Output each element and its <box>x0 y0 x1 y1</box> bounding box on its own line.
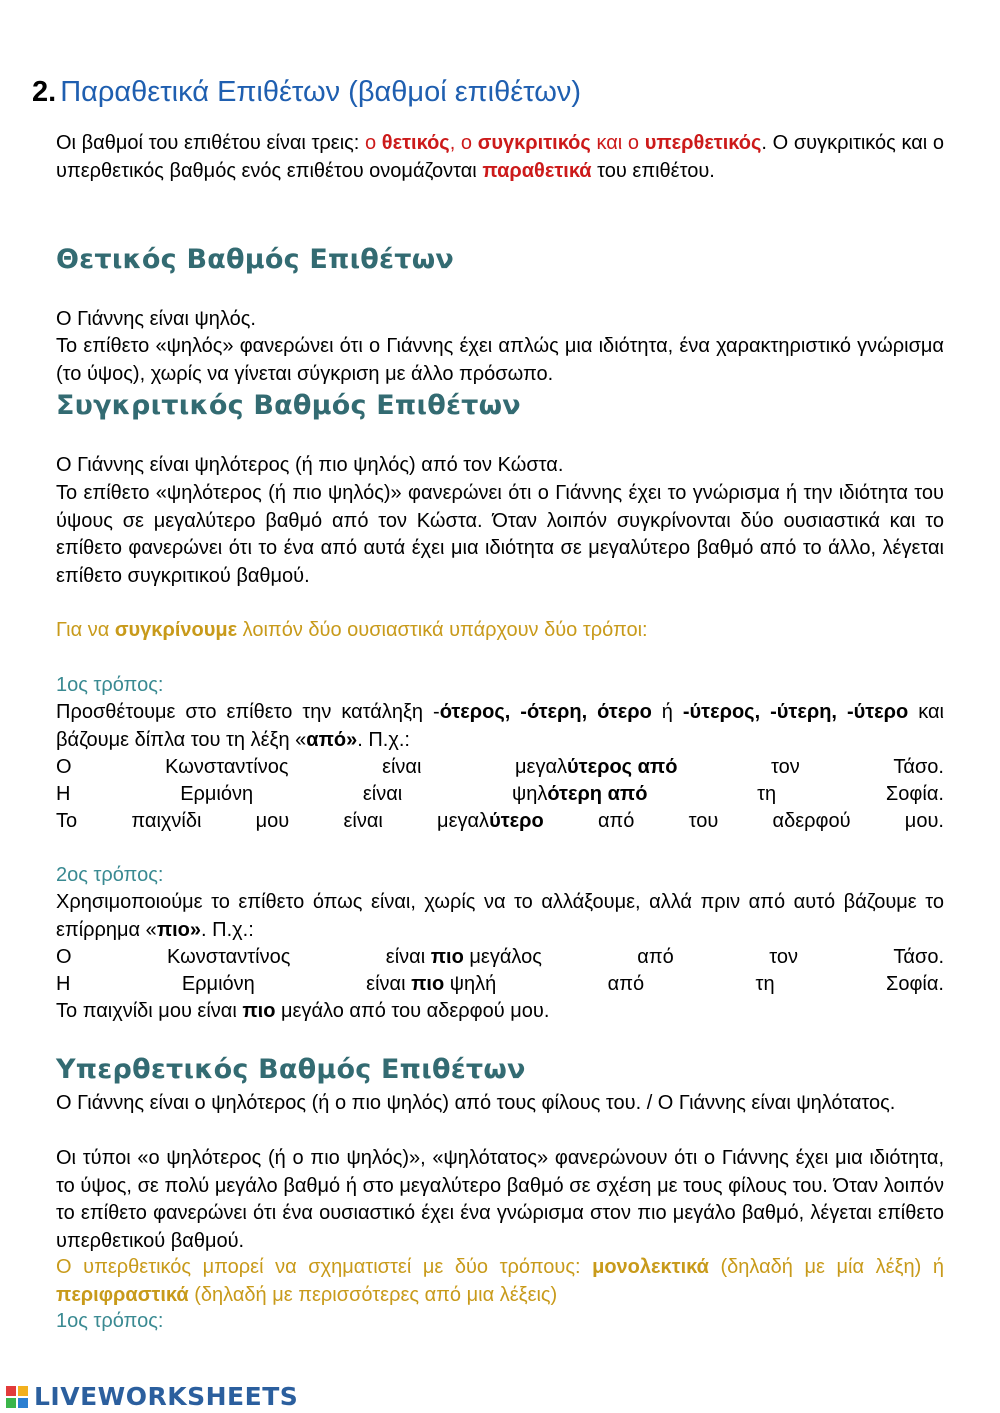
way2-label: 2ος τρόπος: <box>56 864 164 886</box>
term-superlative: υπερθετικός <box>644 132 762 154</box>
way1-label: 1ος τρόπος: <box>56 674 164 696</box>
term-comparative: συγκριτικός <box>477 132 591 154</box>
heading-comparative: Συγκριτικός Βαθμός Επιθέτων <box>56 390 521 421</box>
superlative-explanation: Οι τύποι «ο ψηλότερος (ή ο πιο ψηλός)», «ψηλότατος» φανερώνουν ότι ο Γιάννης έχει μια ιδιότητα, το ύψος, σε πολύ μεγάλο βαθμό ή στο μεγαλύτερο βαθμό σε σχέση με τους φίλους του. Όταν λοιπόν το επίθετο φανερώνει ότι ένα ουσιαστικό έχει ένα γνώρισμα στον πιο μεγάλο βαθμό, λέγεται επίθετο υπερθετικού βαθμού. <box>56 1147 944 1252</box>
liveworksheets-logo-icon <box>6 1386 28 1408</box>
superlative-example: Ο Γιάννης είναι ο ψηλότερος (ή ο πιο ψηλός) από τους φίλους του. / Ο Γιάννης είναι ψηλότατος. <box>56 1092 896 1114</box>
heading-superlative: Υπερθετικός Βαθμός Επιθέτων <box>56 1054 526 1085</box>
example-line-5: Η Ερμιόνη είναι πιο ψηλή από τη Σοφία. <box>56 973 944 995</box>
example-line-3: Το παιχνίδι μου είναι μεγαλύτερο από του αδερφού μου. <box>56 810 944 832</box>
term-paratheтika: παραθετικά <box>482 159 592 182</box>
example-line-1: Ο Κωνσταντίνος είναι μεγαλύτερος από τον Τάσο. <box>56 756 944 778</box>
superlative-forms: Ο υπερθετικός μπορεί να σχηματιστεί με δύο τρόπους: μονολεκτικά (δηλαδή με μία λέξη) ή περιφραστικά (δηλαδή με περισσότερες από μια λέξεις) <box>56 1256 944 1306</box>
positive-explanation: Το επίθετο «ψηλός» φανερώνει ότι ο Γιάννης έχει απλώς μια ιδιότητα, ένα χαρακτηριστικό γνώρισμα (το ύψος), χωρίς να γίνεται σύγκριση με άλλο πρόσωπο. <box>56 335 944 385</box>
intro-paragraph: Οι βαθμοί του επιθέτου είναι τρεις: ο θετικός, ο συγκριτικός και ο υπερθετικός. Ο συγκριτικός και ο υπερθετικός βαθμός ενός επιθέτου ονομάζονται παραθετικά του επιθέτου. <box>56 132 945 182</box>
title-number: 2. <box>32 76 57 108</box>
way1-description: Προσθέτουμε στο επίθετο την κατάληξη -ότερος, -ότερη, ότερο ή -ύτερος, -ύτερη, -ύτερο και βάζουμε δίπλα του τη λέξη «από». Π.χ.: <box>56 701 944 751</box>
example-line-6: Το παιχνίδι μου είναι πιο μεγάλο από του αδερφού μου. <box>56 1000 550 1022</box>
comparison-ways-intro: Για να συγκρίνουμε λοιπόν δύο ουσιαστικά υπάρχουν δύο τρόποι: <box>56 619 648 641</box>
example-line-2: Η Ερμιόνη είναι ψηλότερη από τη Σοφία. <box>56 783 944 805</box>
way2-description: Χρησιμοποιούμε το επίθετο όπως είναι, χωρίς να το αλλάξουμε, αλλά πριν από αυτό βάζουμε το επίρρημα «πιο». Π.χ.: <box>56 891 944 941</box>
title-text: Παραθετικά Επιθέτων (βαθμοί επιθέτων) <box>60 76 582 108</box>
example-line-4: Ο Κωνσταντίνος είναι πιο μεγάλος από τον Τάσο. <box>56 946 944 968</box>
liveworksheets-footer[interactable] <box>6 1382 298 1411</box>
positive-example: Ο Γιάννης είναι ψηλός. <box>56 308 256 330</box>
comparative-explanation: Το επίθετο «ψηλότερος (ή πιο ψηλός)» φανερώνει ότι ο Γιάννης έχει το γνώρισμα ή την ιδιότητα του ύψους σε μεγαλύτερο βαθμό από τον Κώστα. Όταν λοιπόν συγκρίνονται δύο ουσιαστικά και το επίθετο φανερώνει ότι το ένα από αυτά έχει μια ιδιότητα σε μεγαλύτερο βαθμό από το άλλο, λέγεται επίθετο συγκριτικού βαθμού. <box>56 482 944 587</box>
superlative-way1-label: 1ος τρόπος: <box>56 1310 164 1332</box>
heading-positive: Θετικός Βαθμός Επιθέτων <box>56 244 454 275</box>
term-positive: θετικός <box>381 132 450 154</box>
liveworksheets-brand: LIVEWORKSHEETS <box>34 1382 299 1411</box>
comparative-example: Ο Γιάννης είναι ψηλότερος (ή πιο ψηλός) από τον Κώστα. <box>56 454 564 476</box>
page-title <box>32 76 581 109</box>
